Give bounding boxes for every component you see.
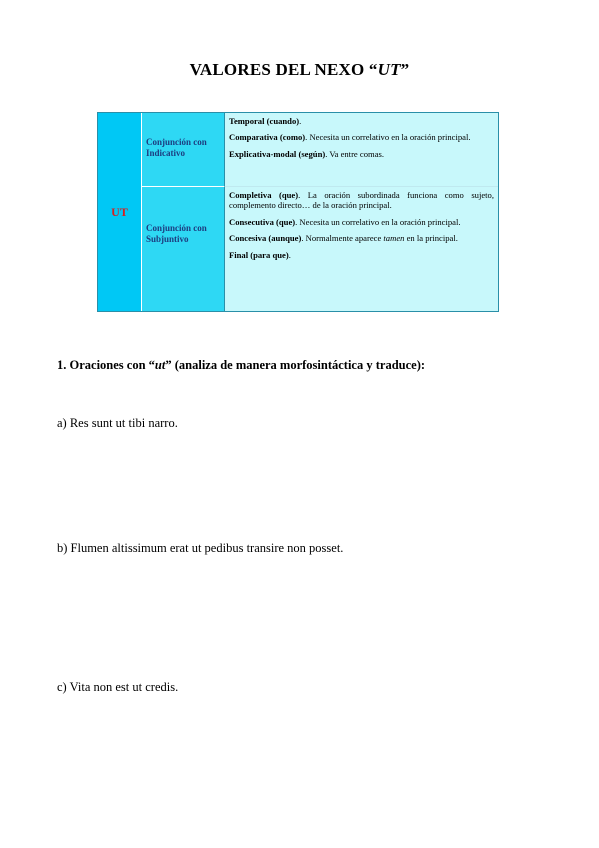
value-concesiva [229,233,494,243]
value-temporal [229,116,494,126]
conj-subjuntivo-label: Conjunción con Subjuntivo [146,223,207,245]
page-title [0,60,599,80]
value-final-desc: . [288,249,291,260]
value-concesiva-desc-end: en la principal. [404,233,458,244]
title-suffix: ” [400,60,410,79]
value-final [229,250,494,260]
exercise-heading-suffix: ” (analiza de manera morfosintáctica y traduce): [165,358,426,372]
exercise-heading [57,358,425,373]
value-concesiva-name: Concesiva (aunque) [229,233,302,244]
value-completiva-desc: . La oración subordinada funciona como sujeto, complemento directo… de la oración principal. [229,190,495,211]
value-consecutiva-name: Consecutiva (que) [229,216,296,227]
subjuntivo-values-cell [224,187,498,311]
value-consecutiva-desc: . Necesita un correlativo en la oración principal. [295,216,461,227]
ut-values-table [97,112,499,312]
indicativo-values-cell [224,113,498,187]
title-emphasis: UT [377,60,401,79]
conj-indicativo-cell [142,113,224,187]
value-concesiva-desc: . Normalmente aparece [301,233,384,244]
value-explicativa [229,149,494,159]
value-explicativa-name: Explicativa-modal (según) [229,148,326,159]
title-prefix: VALORES DEL NEXO “ [189,60,378,79]
value-completiva [229,190,494,211]
value-completiva-name: Completiva (que) [229,190,299,200]
exercise-heading-prefix: 1. Oraciones con “ [57,358,155,372]
value-concesiva-tamen: tamen [383,233,405,244]
conj-indicativo-label: Conjunción con Indicativo [146,137,207,159]
value-comparativa [229,132,494,142]
value-final-name: Final (para que) [229,249,289,260]
value-explicativa-desc: . Va entre comas. [325,148,385,159]
exercise-heading-emphasis: ut [154,358,166,372]
ut-label-cell [98,113,142,311]
exercise-item-c: c) Vita non est ut credis. [57,680,179,694]
conj-subjuntivo-cell [142,187,224,311]
value-temporal-name: Temporal (cuando) [229,116,300,126]
value-temporal-desc: . [299,116,302,126]
value-consecutiva [229,217,494,227]
exercise-item-b: b) Flumen altissimum erat ut pedibus transire non posset. [57,541,344,555]
value-comparativa-desc: . Necesita un correlativo en la oración principal. [305,132,471,143]
exercise-item-a: a) Res sunt ut tibi narro. [57,416,178,430]
ut-label: UT [111,204,128,219]
value-comparativa-name: Comparativa (como) [229,132,306,143]
